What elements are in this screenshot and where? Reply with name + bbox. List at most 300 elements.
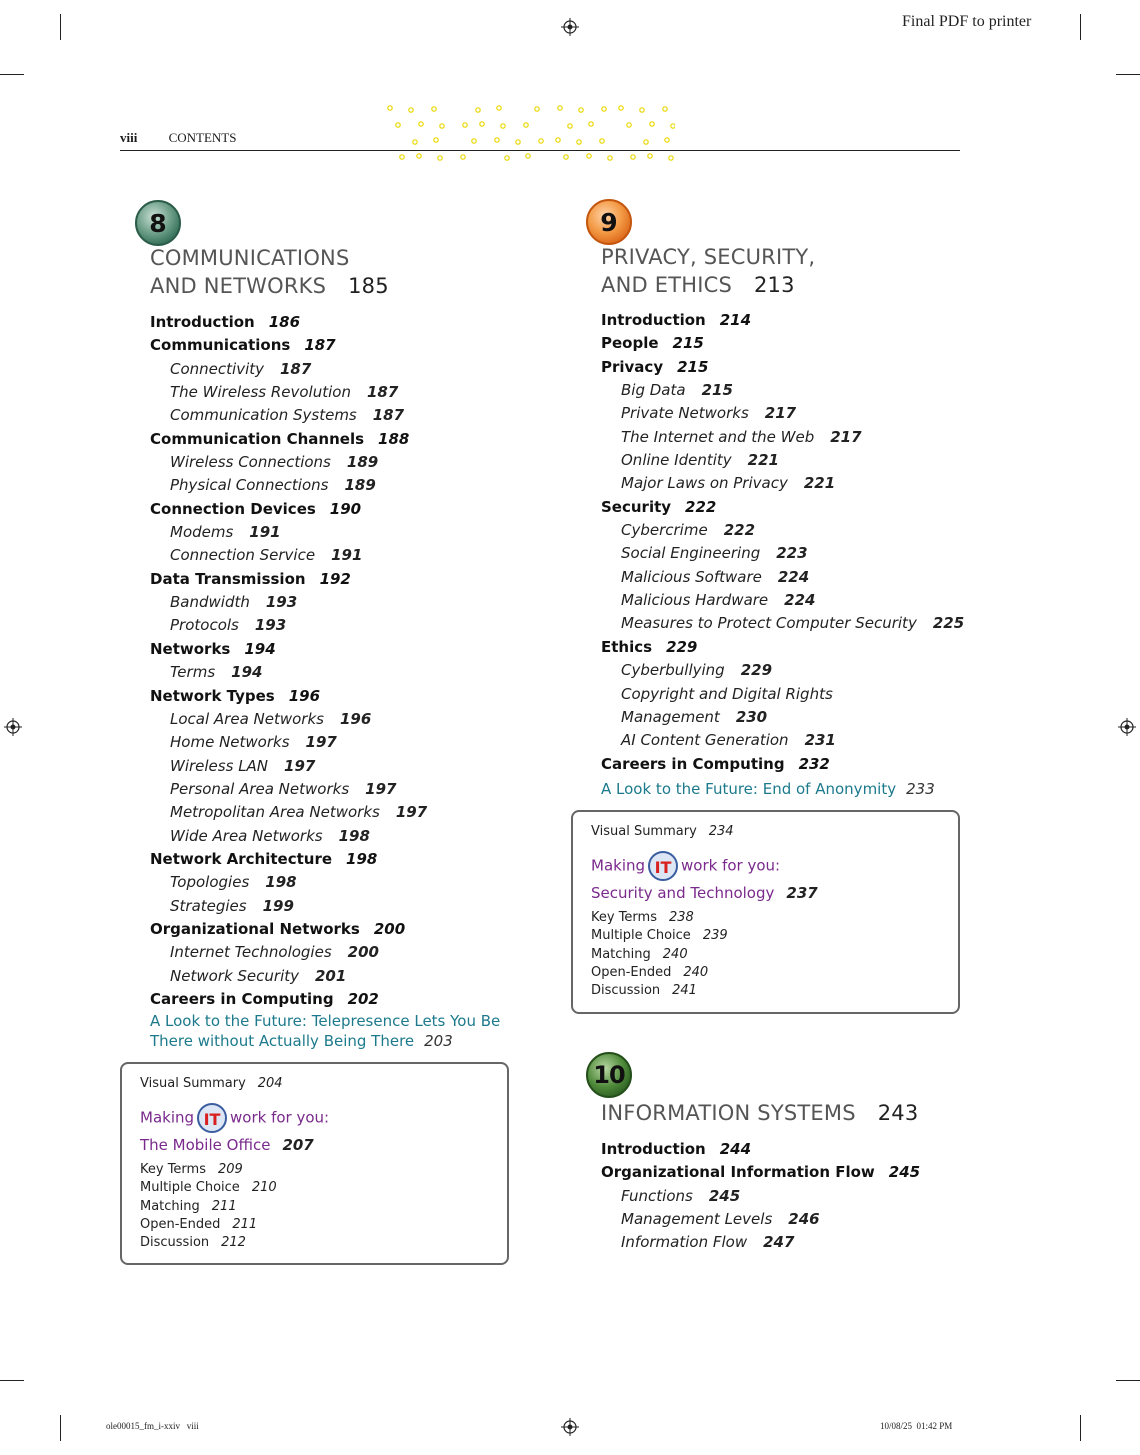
toc-entry-title: Introduction bbox=[150, 313, 255, 331]
toc-subsection-entry[interactable] bbox=[601, 589, 964, 612]
toc-entry-title: Connection Service bbox=[170, 546, 316, 565]
chapter-toc-list bbox=[150, 311, 427, 1011]
toc-entry-title: Malicious Hardware bbox=[621, 591, 769, 610]
toc-entry-title: Protocols bbox=[170, 616, 239, 635]
toc-section-entry[interactable] bbox=[150, 918, 427, 941]
end-of-chapter-box bbox=[120, 1062, 509, 1265]
future-line: A Look to the Future: Telepresence Lets You Be bbox=[150, 1012, 501, 1030]
it-logo-icon: IT bbox=[648, 851, 678, 881]
review-item-label: Multiple Choice bbox=[591, 928, 691, 944]
chapter-page: 243 bbox=[877, 1101, 919, 1125]
toc-entry-page: 231 bbox=[804, 731, 836, 750]
it-logo-icon: IT bbox=[197, 1103, 227, 1133]
decorative-dot bbox=[640, 108, 644, 112]
future-line: A Look to the Future: End of Anonymity bbox=[601, 780, 897, 798]
toc-section-entry[interactable] bbox=[150, 848, 427, 871]
review-item-label: Matching bbox=[591, 946, 651, 962]
toc-section-entry[interactable] bbox=[150, 311, 427, 334]
toc-subsection-entry[interactable] bbox=[601, 659, 964, 682]
review-item-label: Key Terms bbox=[591, 910, 657, 925]
toc-entry-page: 222 bbox=[723, 521, 756, 540]
chapter-badge: 9 bbox=[586, 199, 632, 245]
toc-entry-title: Wireless Connections bbox=[170, 453, 331, 472]
decorative-dot bbox=[400, 155, 404, 159]
section-label: CONTENTS bbox=[168, 130, 237, 145]
review-item[interactable] bbox=[140, 1234, 277, 1252]
toc-subsection-entry[interactable] bbox=[601, 706, 964, 729]
toc-subsection-entry[interactable] bbox=[150, 358, 427, 381]
toc-entry-title: Data Transmission bbox=[150, 569, 306, 588]
chapter-title-line: COMMUNICATIONS bbox=[150, 246, 350, 270]
toc-entry-title: Terms bbox=[170, 663, 216, 682]
making-it-page: 237 bbox=[786, 884, 818, 902]
decorative-dot bbox=[463, 123, 467, 127]
crop-mark bbox=[1080, 1415, 1081, 1441]
toc-entry-page: 214 bbox=[719, 311, 752, 329]
toc-entry-page: 187 bbox=[280, 359, 312, 378]
end-of-chapter-box bbox=[571, 810, 960, 1014]
toc-section-entry[interactable] bbox=[601, 753, 964, 776]
toc-entry-title: Social Engineering bbox=[621, 544, 761, 563]
visual-summary-page: 204 bbox=[257, 1076, 283, 1091]
review-item[interactable] bbox=[140, 1216, 277, 1234]
review-item-label: Key Terms bbox=[140, 1162, 206, 1177]
toc-entry-page: 194 bbox=[231, 663, 263, 682]
toc-entry-title: Ethics bbox=[601, 637, 653, 656]
decorative-dot bbox=[472, 139, 476, 143]
visual-summary-label: Visual Summary bbox=[591, 824, 697, 839]
toc-subsection-entry[interactable] bbox=[150, 755, 427, 778]
review-item-label: Open-Ended bbox=[140, 1216, 221, 1232]
toc-entry-title: Privacy bbox=[601, 357, 664, 376]
toc-entry-page: 189 bbox=[344, 476, 376, 495]
toc-subsection-entry[interactable] bbox=[601, 402, 964, 425]
decorative-dot bbox=[388, 106, 392, 110]
toc-section-entry[interactable] bbox=[601, 496, 964, 519]
toc-entry-title: Network Architecture bbox=[150, 849, 333, 868]
toc-section-entry[interactable] bbox=[601, 332, 964, 355]
review-item-page: 240 bbox=[662, 946, 688, 962]
toc-entry-page: 192 bbox=[319, 569, 351, 588]
toc-subsection-entry[interactable] bbox=[601, 1208, 920, 1231]
toc-entry-title: Topologies bbox=[170, 873, 250, 892]
decorative-dot bbox=[501, 124, 505, 128]
toc-entry-page: 196 bbox=[339, 709, 372, 728]
decorative-dot bbox=[396, 123, 400, 127]
decorative-dot bbox=[440, 124, 444, 128]
decorative-dot bbox=[505, 156, 509, 160]
toc-subsection-entry[interactable] bbox=[150, 871, 427, 894]
toc-entry-page: 189 bbox=[346, 453, 379, 472]
toc-entry-title: Management bbox=[621, 707, 720, 726]
decorative-dot bbox=[524, 123, 528, 127]
toc-entry-title: Cybercrime bbox=[621, 521, 708, 540]
decorative-dot bbox=[432, 107, 436, 111]
work-for-you-label: work for you: bbox=[681, 856, 781, 875]
file-slug: ole00015_fm_i-xxiv viii bbox=[106, 1421, 199, 1431]
toc-entry-page: 247 bbox=[763, 1233, 795, 1252]
review-item-page: 209 bbox=[217, 1162, 243, 1177]
toc-subsection-entry[interactable] bbox=[601, 542, 964, 565]
decorative-dot bbox=[476, 108, 480, 112]
toc-entry-title: Copyright and Digital Rights bbox=[621, 684, 833, 703]
crop-mark bbox=[0, 74, 24, 75]
decorative-dot bbox=[480, 122, 484, 126]
toc-entry-title: Strategies bbox=[170, 896, 247, 915]
chapter-title bbox=[601, 1099, 918, 1127]
toc-entry-page: 197 bbox=[365, 779, 397, 798]
future-line: There without Actually Being There bbox=[150, 1032, 415, 1050]
review-item-label: Discussion bbox=[140, 1235, 210, 1251]
review-list bbox=[140, 1161, 277, 1252]
review-item-page: 212 bbox=[221, 1235, 246, 1251]
toc-entry-page: 198 bbox=[346, 849, 378, 868]
toc-entry-title: Introduction bbox=[601, 311, 706, 329]
toc-entry-page: 245 bbox=[708, 1186, 741, 1205]
decorative-dot bbox=[600, 139, 604, 143]
toc-entry-page: 215 bbox=[677, 357, 709, 376]
registration-mark-icon bbox=[561, 1418, 579, 1436]
decorative-dot bbox=[663, 107, 667, 111]
toc-subsection-entry[interactable] bbox=[601, 612, 964, 635]
crop-mark bbox=[1116, 1380, 1140, 1381]
toc-subsection-entry[interactable] bbox=[601, 1185, 920, 1208]
review-item-label: Multiple Choice bbox=[140, 1180, 240, 1196]
review-item-page: 238 bbox=[668, 910, 694, 925]
toc-entry-page: 245 bbox=[888, 1163, 921, 1182]
chapter-title bbox=[150, 244, 389, 300]
toc-entry-page: 230 bbox=[735, 707, 768, 726]
toc-entry-title: Physical Connections bbox=[170, 476, 329, 495]
decorative-dot bbox=[409, 108, 413, 112]
review-item-page: 241 bbox=[672, 983, 697, 999]
toc-entry-page: 215 bbox=[672, 334, 704, 353]
chapter-toc-list bbox=[601, 1138, 920, 1255]
registration-mark-icon bbox=[1118, 718, 1136, 736]
toc-subsection-entry[interactable] bbox=[150, 965, 427, 988]
toc-entry-page: 197 bbox=[305, 733, 337, 752]
toc-subsection-entry[interactable] bbox=[601, 472, 964, 495]
toc-entry-page: 198 bbox=[338, 826, 370, 845]
decorative-dot bbox=[461, 155, 465, 159]
toc-entry-title: Modems bbox=[170, 523, 234, 542]
toc-subsection-entry[interactable] bbox=[601, 729, 964, 752]
decorative-dot bbox=[438, 156, 442, 160]
review-item-page: 211 bbox=[211, 1198, 237, 1214]
decorative-dot bbox=[644, 140, 648, 144]
toc-entry-title: Bandwidth bbox=[170, 593, 250, 612]
making-it-page: 207 bbox=[282, 1136, 314, 1154]
review-item[interactable] bbox=[591, 927, 728, 945]
decorative-dot bbox=[516, 140, 520, 144]
toc-entry-page: 187 bbox=[366, 383, 399, 402]
decorative-dot bbox=[619, 106, 623, 110]
chapter-title bbox=[601, 243, 815, 299]
review-item-label: Matching bbox=[140, 1198, 200, 1214]
toc-entry-title: Wide Area Networks bbox=[170, 826, 323, 845]
toc-subsection-entry[interactable] bbox=[601, 683, 964, 706]
review-item[interactable] bbox=[591, 964, 728, 982]
decorative-dot bbox=[589, 122, 593, 126]
review-item-page: 210 bbox=[251, 1180, 277, 1196]
toc-entry-title: The Wireless Revolution bbox=[170, 383, 351, 402]
toc-entry-title: Metropolitan Area Networks bbox=[170, 803, 380, 822]
toc-subsection-entry[interactable] bbox=[601, 379, 964, 402]
chapter-title-line: INFORMATION SYSTEMS bbox=[601, 1101, 856, 1125]
toc-entry-title: Connection Devices bbox=[150, 499, 316, 518]
toc-entry-page: 217 bbox=[764, 404, 797, 423]
toc-subsection-entry[interactable] bbox=[601, 1231, 920, 1254]
toc-entry-title: Information Flow bbox=[621, 1233, 748, 1252]
toc-subsection-entry[interactable] bbox=[601, 449, 964, 472]
decorative-dot bbox=[602, 107, 606, 111]
toc-entry-page: 202 bbox=[347, 989, 379, 1008]
toc-subsection-entry[interactable] bbox=[150, 661, 427, 684]
toc-entry-page: 224 bbox=[784, 591, 816, 610]
toc-entry-page: 191 bbox=[331, 546, 363, 565]
crop-mark bbox=[60, 1415, 61, 1441]
decorative-dot bbox=[535, 107, 539, 111]
making-label: Making bbox=[591, 856, 646, 875]
registration-mark-icon bbox=[4, 718, 22, 736]
visual-summary-page: 234 bbox=[708, 824, 734, 839]
decorative-dot bbox=[413, 140, 417, 144]
toc-entry-page: 225 bbox=[932, 614, 965, 633]
making-label: Making bbox=[140, 1108, 195, 1127]
toc-entry-title: Communication Systems bbox=[170, 406, 357, 425]
decorative-dot bbox=[579, 108, 583, 112]
toc-entry-page: 217 bbox=[830, 427, 862, 446]
toc-subsection-entry[interactable] bbox=[150, 591, 427, 614]
page-folio: viii bbox=[120, 130, 138, 145]
decorative-dot bbox=[526, 154, 530, 158]
decorative-dot bbox=[671, 124, 675, 128]
toc-entry-page: 223 bbox=[776, 544, 808, 563]
running-head bbox=[120, 130, 236, 146]
toc-section-entry[interactable] bbox=[150, 498, 427, 521]
toc-entry-page: 193 bbox=[265, 593, 298, 612]
crop-mark bbox=[1080, 14, 1081, 40]
toc-entry-page: 197 bbox=[395, 803, 428, 822]
toc-subsection-entry[interactable] bbox=[150, 801, 427, 824]
toc-entry-page: 187 bbox=[372, 406, 405, 425]
review-item-page: 240 bbox=[683, 964, 709, 980]
toc-entry-page: 193 bbox=[254, 616, 287, 635]
crop-mark bbox=[60, 14, 61, 40]
decorative-dot bbox=[665, 138, 669, 142]
toc-entry-page: 222 bbox=[685, 497, 717, 516]
registration-mark-icon bbox=[561, 18, 579, 36]
toc-entry-title: Organizational Networks bbox=[150, 919, 360, 938]
chapter-badge: 10 bbox=[586, 1052, 632, 1098]
toc-subsection-entry[interactable] bbox=[601, 566, 964, 589]
toc-entry-page: 232 bbox=[798, 754, 830, 773]
toc-entry-title: Major Laws on Privacy bbox=[621, 474, 788, 493]
toc-entry-title: Cyberbullying bbox=[621, 661, 725, 680]
review-item[interactable] bbox=[140, 1179, 277, 1197]
review-item[interactable] bbox=[591, 982, 728, 1000]
making-it-topic: The Mobile Office bbox=[140, 1136, 271, 1154]
toc-subsection-entry[interactable] bbox=[150, 778, 427, 801]
decorative-dot bbox=[417, 154, 421, 158]
review-item[interactable] bbox=[140, 1161, 277, 1179]
review-item-page: 211 bbox=[232, 1216, 258, 1232]
toc-entry-title: Communications bbox=[150, 336, 291, 355]
printer-status-label: Final PDF to printer bbox=[902, 13, 1032, 30]
dot-pattern-decoration bbox=[380, 100, 675, 168]
decorative-dot bbox=[497, 106, 501, 110]
toc-subsection-entry[interactable] bbox=[601, 426, 964, 449]
toc-section-entry[interactable] bbox=[601, 1138, 920, 1161]
visual-summary-label: Visual Summary bbox=[140, 1076, 246, 1091]
toc-subsection-entry[interactable] bbox=[150, 895, 427, 918]
toc-entry-title: Network Security bbox=[170, 966, 299, 985]
making-it-work-entry[interactable] bbox=[591, 851, 818, 906]
toc-entry-title: People bbox=[601, 334, 659, 353]
toc-entry-page: 200 bbox=[347, 943, 379, 962]
toc-entry-page: 186 bbox=[268, 313, 301, 331]
toc-entry-page: 198 bbox=[265, 873, 297, 892]
decorative-dot bbox=[608, 156, 612, 160]
chapter-badge: 8 bbox=[135, 200, 181, 246]
toc-entry-title: Connectivity bbox=[170, 359, 264, 378]
future-page: 203 bbox=[424, 1032, 453, 1050]
chapter-page: 213 bbox=[754, 273, 795, 297]
decorative-dot bbox=[539, 139, 543, 143]
work-for-you-label: work for you: bbox=[230, 1108, 330, 1127]
decorative-dot bbox=[558, 106, 562, 110]
toc-entry-page: 229 bbox=[740, 661, 773, 680]
toc-section-entry[interactable] bbox=[601, 309, 964, 332]
toc-section-entry[interactable] bbox=[601, 1161, 920, 1184]
toc-subsection-entry[interactable] bbox=[150, 544, 427, 567]
chapter-title-line: PRIVACY, SECURITY, bbox=[601, 245, 816, 269]
decorative-dot bbox=[577, 140, 581, 144]
toc-entry-page: 221 bbox=[747, 451, 779, 470]
toc-entry-page: 199 bbox=[262, 896, 294, 915]
toc-section-entry[interactable] bbox=[601, 636, 964, 659]
toc-subsection-entry[interactable] bbox=[150, 521, 427, 544]
crop-mark bbox=[0, 1380, 24, 1381]
toc-entry-page: 215 bbox=[701, 381, 733, 400]
visual-summary-entry[interactable] bbox=[591, 824, 734, 839]
toc-subsection-entry[interactable] bbox=[150, 825, 427, 848]
toc-entry-title: AI Content Generation bbox=[621, 731, 789, 750]
toc-entry-title: Personal Area Networks bbox=[170, 779, 350, 798]
toc-section-entry[interactable] bbox=[150, 568, 427, 591]
toc-section-entry[interactable] bbox=[150, 428, 427, 451]
making-it-topic: Security and Technology bbox=[591, 884, 775, 902]
toc-entry-title: Home Networks bbox=[170, 733, 290, 752]
toc-subsection-entry[interactable] bbox=[150, 731, 427, 754]
decorative-dot bbox=[627, 123, 631, 127]
toc-entry-title: Security bbox=[601, 497, 672, 516]
toc-entry-page: 244 bbox=[719, 1140, 752, 1158]
toc-section-entry[interactable] bbox=[150, 638, 427, 661]
toc-subsection-entry[interactable] bbox=[150, 451, 427, 474]
toc-entry-title: Big Data bbox=[621, 381, 686, 400]
toc-subsection-entry[interactable] bbox=[150, 404, 427, 427]
chapter-title-line: AND ETHICS bbox=[601, 273, 732, 297]
toc-entry-title: Local Area Networks bbox=[170, 709, 324, 728]
toc-entry-title: Networks bbox=[150, 639, 231, 658]
toc-section-entry[interactable] bbox=[601, 356, 964, 379]
toc-entry-page: 246 bbox=[788, 1210, 820, 1229]
toc-entry-page: 191 bbox=[249, 523, 281, 542]
toc-entry-page: 197 bbox=[284, 756, 316, 775]
review-item[interactable] bbox=[591, 946, 728, 964]
toc-entry-page: 229 bbox=[666, 637, 698, 656]
toc-entry-title: Wireless LAN bbox=[170, 756, 269, 775]
making-it-work-entry[interactable] bbox=[140, 1103, 329, 1158]
toc-entry-page: 194 bbox=[244, 639, 276, 658]
review-item[interactable] bbox=[591, 909, 728, 927]
toc-entry-title: Organizational Information Flow bbox=[601, 1163, 875, 1182]
decorative-dot bbox=[564, 155, 568, 159]
chapter-page: 185 bbox=[348, 274, 389, 298]
toc-section-entry[interactable] bbox=[150, 334, 427, 357]
toc-entry-page: 190 bbox=[329, 499, 362, 518]
toc-subsection-entry[interactable] bbox=[150, 614, 427, 637]
decorative-dot bbox=[434, 138, 438, 142]
toc-entry-page: 224 bbox=[777, 567, 810, 586]
toc-entry-page: 201 bbox=[315, 966, 347, 985]
toc-subsection-entry[interactable] bbox=[150, 941, 427, 964]
review-item-label: Discussion bbox=[591, 983, 661, 999]
chapter-toc-list bbox=[601, 309, 964, 776]
date-slug: 10/08/25 01:42 PM bbox=[880, 1421, 953, 1431]
toc-entry-page: 187 bbox=[304, 336, 336, 355]
toc-entry-title: Communication Channels bbox=[150, 429, 365, 448]
toc-subsection-entry[interactable] bbox=[601, 519, 964, 542]
toc-entry-page: 221 bbox=[803, 474, 836, 493]
future-page: 233 bbox=[906, 780, 935, 798]
toc-entry-title: Management Levels bbox=[621, 1210, 773, 1229]
look-to-future-link[interactable] bbox=[601, 779, 935, 799]
look-to-future-link[interactable] bbox=[150, 1011, 500, 1051]
decorative-dot bbox=[631, 155, 635, 159]
toc-entry-title: Measures to Protect Computer Security bbox=[621, 614, 917, 633]
decorative-dot bbox=[669, 156, 673, 160]
toc-entry-title: Internet Technologies bbox=[170, 943, 332, 962]
toc-section-entry[interactable] bbox=[150, 988, 427, 1011]
toc-entry-page: 196 bbox=[288, 686, 321, 705]
review-item-page: 239 bbox=[702, 928, 728, 944]
toc-entry-title: Malicious Software bbox=[621, 567, 762, 586]
toc-section-entry[interactable] bbox=[150, 685, 427, 708]
toc-entry-page: 188 bbox=[378, 429, 410, 448]
toc-entry-title: Careers in Computing bbox=[150, 989, 334, 1008]
visual-summary-entry[interactable] bbox=[140, 1076, 283, 1091]
decorative-dot bbox=[587, 154, 591, 158]
chapter-title-line: AND NETWORKS bbox=[150, 274, 327, 298]
toc-entry-title: Functions bbox=[621, 1186, 693, 1205]
toc-subsection-entry[interactable] bbox=[150, 708, 427, 731]
decorative-dot bbox=[495, 138, 499, 142]
crop-mark bbox=[1116, 74, 1140, 75]
decorative-dot bbox=[419, 122, 423, 126]
toc-entry-title: Private Networks bbox=[621, 404, 749, 423]
toc-subsection-entry[interactable] bbox=[150, 474, 427, 497]
toc-entry-title: Network Types bbox=[150, 686, 275, 705]
decorative-dot bbox=[648, 154, 652, 158]
review-item[interactable] bbox=[140, 1198, 277, 1216]
decorative-dot bbox=[650, 122, 654, 126]
review-list bbox=[591, 909, 728, 1000]
toc-entry-title: Introduction bbox=[601, 1140, 706, 1158]
toc-subsection-entry[interactable] bbox=[150, 381, 427, 404]
decorative-dot bbox=[568, 124, 572, 128]
